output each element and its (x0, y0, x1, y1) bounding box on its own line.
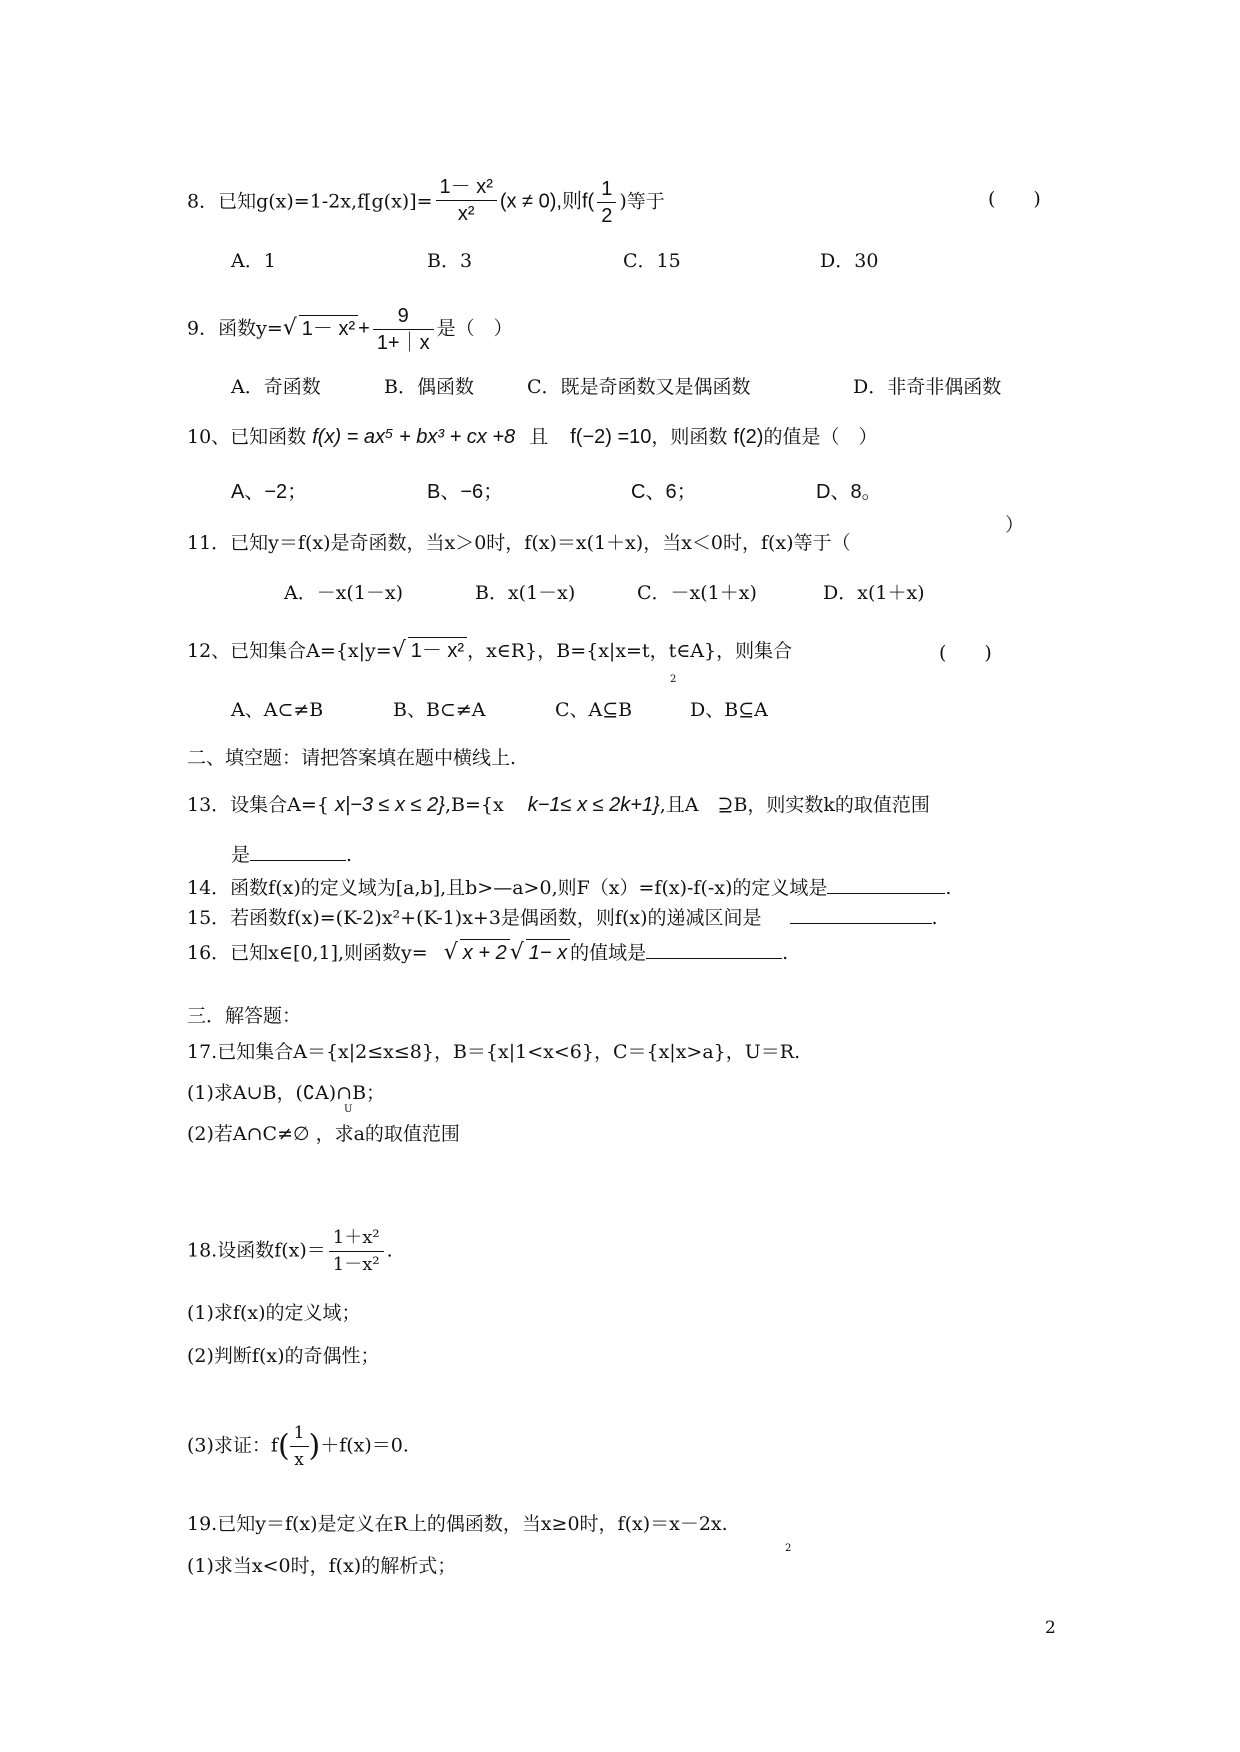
q12-small-2: 2 (670, 674, 677, 685)
q8-half-den: 2 (601, 205, 613, 227)
q10-tail: 的值是（ ） (763, 426, 878, 448)
period: . (782, 942, 789, 964)
q19-part-1: (1)求当x<0时，f(x)的解析式； (187, 1555, 457, 1577)
q9-option-a: A．奇函数 (231, 376, 321, 398)
q8-option-c: C．15 (623, 250, 681, 272)
q18-part-3 (187, 1420, 409, 1473)
q10-condition: f(−2) =10 (570, 426, 652, 448)
q18-lead: 18.设函数f(x)＝ (187, 1239, 326, 1262)
section-2-heading: 二、填空题：请把答案填在题中横线上. (187, 747, 517, 769)
q15-answer-blank (790, 903, 932, 924)
q11-option-c: C．－x(1＋x) (637, 582, 757, 604)
q9-plus: + (358, 317, 370, 340)
q13-mid: ,B={x (444, 794, 504, 816)
q12-option-d: D、B⊆A (690, 699, 768, 721)
q16-root: 1− x (526, 939, 570, 966)
q16-answer-blank (646, 938, 782, 959)
q8-answer-paren: ( ) (988, 188, 1041, 210)
q8-half-num: 1 (597, 176, 616, 203)
page-number: 2 (1045, 1618, 1056, 1638)
q16-lead: 16．已知x∈[0,1],则函数y= (187, 942, 428, 964)
question-8 (187, 176, 665, 229)
q8-half (597, 176, 616, 229)
period: . (945, 877, 952, 899)
q11-option-d: D．x(1＋x) (823, 582, 925, 604)
q17-part-1 (187, 1080, 385, 1106)
period: . (931, 907, 938, 929)
q18-tail: . (386, 1239, 393, 1262)
question-16 (187, 938, 788, 966)
q9-lead: 9．函数y= (187, 317, 283, 340)
q9-option-b: B．偶函数 (384, 376, 474, 398)
period: . (346, 844, 353, 866)
q9-tail: 是（ ） (436, 317, 513, 340)
question-10 (187, 424, 877, 450)
q10-option-d: D、8。 (816, 481, 882, 503)
q15-text: 15．若函数f(x)=(K-2)x²+(K-1)x+3是偶函数，则f(x)的递减区间是 (187, 907, 762, 929)
q18-part-2: (2)判断f(x)的奇偶性； (187, 1345, 380, 1367)
q8-lead: 8．已知g(x)=1-2x,f[g(x)]= (187, 190, 433, 213)
q18-frac-den: 1－x² (332, 1254, 380, 1275)
q18-frac-num: 1＋x² (329, 1225, 384, 1252)
q10-mid: ，则函数 (651, 426, 728, 448)
q12-option-b: B、B⊂≠A (393, 699, 486, 721)
q18-part-3-lead: (3)求证：f (187, 1434, 278, 1457)
q18-fraction (329, 1225, 384, 1278)
q18-p3-num: 1 (290, 1420, 309, 1447)
q12-option-a: A、A⊂≠B (231, 699, 324, 721)
q13-lead: 13．设集合A={ (187, 794, 329, 816)
q10-option-a: A、−2； (231, 481, 308, 503)
q8-fraction (436, 174, 497, 227)
question-14 (187, 873, 951, 901)
q10-target: f(2) (733, 426, 764, 448)
q8-tail: )等于 (619, 190, 665, 213)
q13-answer-blank (250, 840, 346, 861)
q9-frac-den: 1+｜x (376, 332, 430, 354)
q8-frac-den: x² (457, 203, 475, 225)
q11-option-a: A．－x(1－x) (284, 582, 404, 604)
q9-fraction (373, 303, 434, 356)
question-12 (187, 637, 792, 664)
question-11: 11．已知y＝f(x)是奇函数，当x＞0时，f(x)＝x(1＋x)，当x＜0时，f(x)等于（ (187, 532, 851, 554)
q13-set-b: k−1≤ x ≤ 2k+1} (527, 794, 660, 816)
question-17: 17.已知集合A＝{x|2≤x≤8}，B＝{x|1<x<6}，C＝{x|x>a}，U＝R. (187, 1041, 801, 1063)
q10-option-c: C、6； (631, 481, 697, 503)
q17-part-1-text: (1)求A∪B，(∁A)∩B； (187, 1082, 386, 1104)
q18-part-3-fraction (290, 1420, 309, 1473)
q9-root: 1－ x² (299, 315, 358, 342)
q8-option-a: A．1 (231, 250, 276, 272)
sqrt-symbol: √ (282, 315, 297, 341)
q12-mid: ，x∈R}，B={x|x=t，t∈A}，则集合 (467, 640, 793, 662)
left-paren-large: ( (277, 1428, 290, 1464)
q11-option-b: B．x(1－x) (475, 582, 576, 604)
question-19: 19.已知y＝f(x)是定义在R上的偶函数，当x≥0时，f(x)＝x－2x. (187, 1513, 728, 1535)
q14-text: 14．函数f(x)的定义域为[a,b],且b>—a>0,则F（x）=f(x)-f(-x)的定义域是 (187, 877, 828, 899)
question-15 (187, 903, 938, 931)
q8-option-d: D．30 (820, 250, 879, 272)
q9-option-c: C．既是奇函数又是偶函数 (527, 376, 751, 398)
q13-tail: ,且A ⊇B，则实数k的取值范围 (659, 794, 930, 816)
q8-option-b: B．3 (427, 250, 473, 272)
q16-expr: x + 2 (460, 939, 510, 966)
sqrt-symbol: √ (443, 940, 458, 965)
q18-part-1: (1)求f(x)的定义域； (187, 1302, 361, 1324)
q14-answer-blank (827, 873, 945, 894)
question-18 (187, 1225, 393, 1278)
q8-frac-num: 1－ x² (436, 174, 497, 201)
q11-close-paren: ） (1005, 514, 1025, 536)
q12-option-c: C、A⊆B (555, 699, 633, 721)
q10-expr: f(x) = ax⁵ + bx³ + cx +8 (312, 426, 516, 448)
question-9 (187, 303, 513, 356)
section-3-heading: 三．解答题： (187, 1005, 302, 1027)
q10-option-b: B、−6； (427, 481, 504, 503)
q18-part-3-tail: ＋f(x)＝0. (320, 1434, 409, 1457)
q8-condition: (x ≠ 0),则f( (499, 190, 595, 213)
question-13 (187, 792, 930, 818)
q17-part-2: (2)若A∩C≠∅ ，求a的取值范围 (187, 1123, 460, 1145)
q9-frac-num: 9 (373, 303, 434, 330)
q13-line-2 (231, 840, 352, 868)
q16-tail: 的值域是 (570, 942, 647, 964)
q18-p3-den: x (294, 1450, 304, 1470)
right-paren-large: ) (308, 1428, 321, 1464)
q9-option-d: D．非奇非偶函数 (853, 376, 1002, 398)
q10-lead: 10、已知函数 (187, 426, 307, 448)
q13-line-2-text: 是 (231, 844, 251, 866)
q10-and: 且 (529, 426, 549, 448)
q17-subscript-u: U (344, 1104, 353, 1115)
q12-root: 1－ x² (408, 637, 467, 664)
q19-small-2: 2 (785, 1543, 792, 1554)
sqrt-symbol: √ (509, 940, 524, 965)
q12-lead: 12、已知集合A={x|y= (187, 640, 392, 662)
q12-answer-paren: ( ) (939, 642, 992, 664)
q13-set-a: x|−3 ≤ x ≤ 2} (334, 794, 445, 816)
sqrt-symbol: √ (391, 638, 406, 663)
